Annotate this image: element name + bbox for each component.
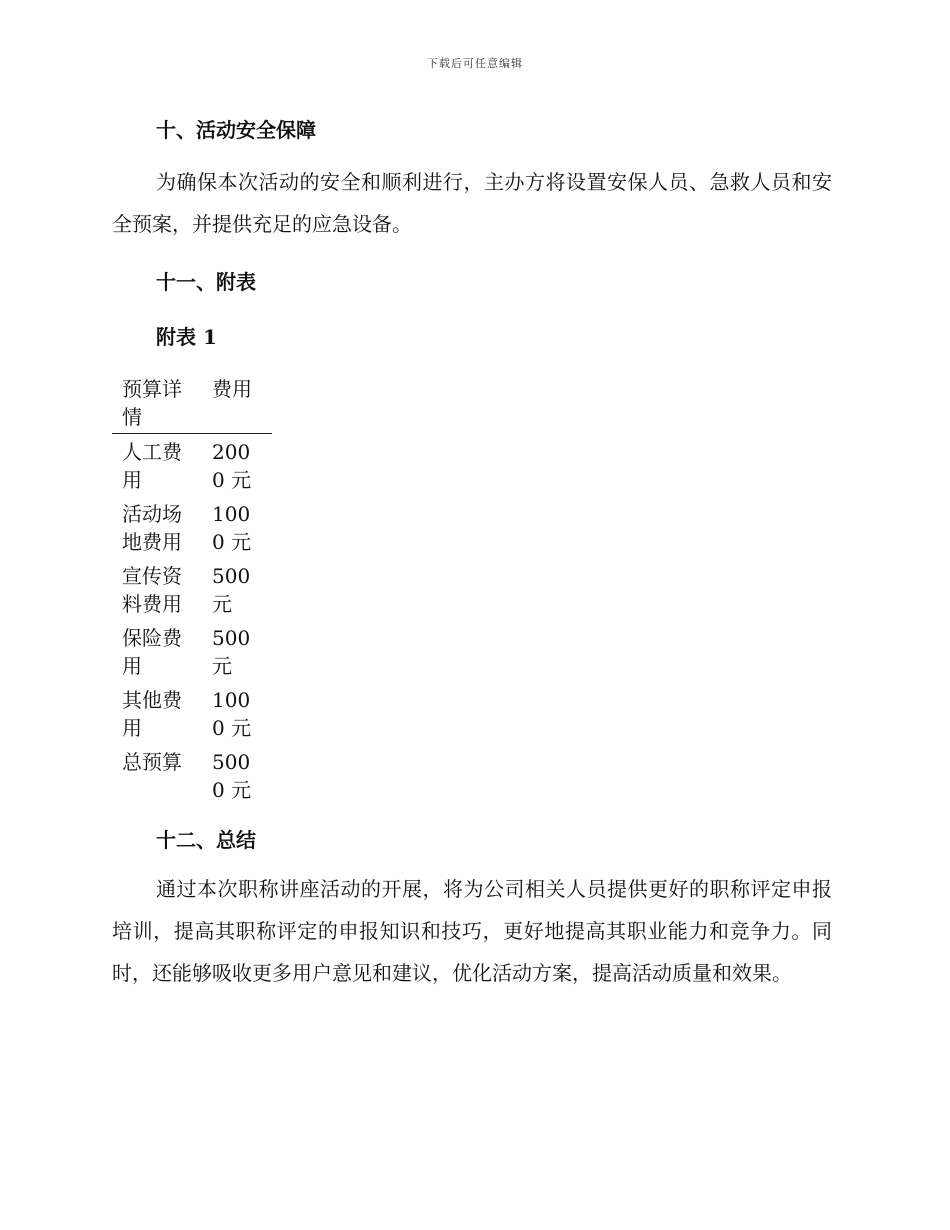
table-cell-cost: 1000 元 — [212, 688, 252, 740]
section-11-heading: 十一、附表 — [156, 270, 256, 294]
table-row — [112, 496, 272, 558]
section-10-paragraph: 为确保本次活动的安全和顺利进行，主办方将设置安保人员、急救人员和安全预案，并提供充足的应急设备。 — [112, 170, 832, 236]
column-header-budget-detail: 预算详情 — [122, 377, 182, 429]
table-row — [112, 744, 272, 806]
table-cell-item: 宣传资料费用 — [122, 564, 182, 616]
table-cell-cost: 500 元 — [212, 626, 251, 678]
table-cell-item: 其他费用 — [122, 688, 182, 740]
section-12-heading: 十二、总结 — [156, 828, 256, 852]
table-header-row — [112, 375, 272, 434]
table-row — [112, 620, 272, 682]
page-header-note: 下载后可任意编辑 — [427, 57, 523, 70]
table-cell-item: 保险费用 — [122, 626, 182, 678]
budget-table — [112, 375, 272, 806]
table-cell-cost: 5000 元 — [212, 750, 252, 802]
table-cell-item: 总预算 — [122, 750, 182, 774]
table-row — [112, 434, 272, 497]
column-header-cost: 费用 — [212, 377, 252, 401]
table-cell-cost: 2000 元 — [212, 440, 252, 492]
table-cell-item: 人工费用 — [122, 440, 182, 492]
section-12-paragraph: 通过本次职称讲座活动的开展，将为公司相关人员提供更好的职称评定申报培训，提高其职称评定的申报知识和技巧，更好地提高其职业能力和竞争力。同时，还能够吸收更多用户意见和建议，优化活动方案，提高活动质量和效果。 — [112, 877, 832, 985]
table-cell-cost: 500 元 — [212, 564, 251, 616]
table-row — [112, 558, 272, 620]
section-10-heading: 十、活动安全保障 — [156, 118, 316, 142]
appendix-table-title: 附表 1 — [156, 325, 217, 349]
table-cell-item: 活动场地费用 — [122, 502, 182, 554]
table-row — [112, 682, 272, 744]
table-cell-cost: 1000 元 — [212, 502, 252, 554]
